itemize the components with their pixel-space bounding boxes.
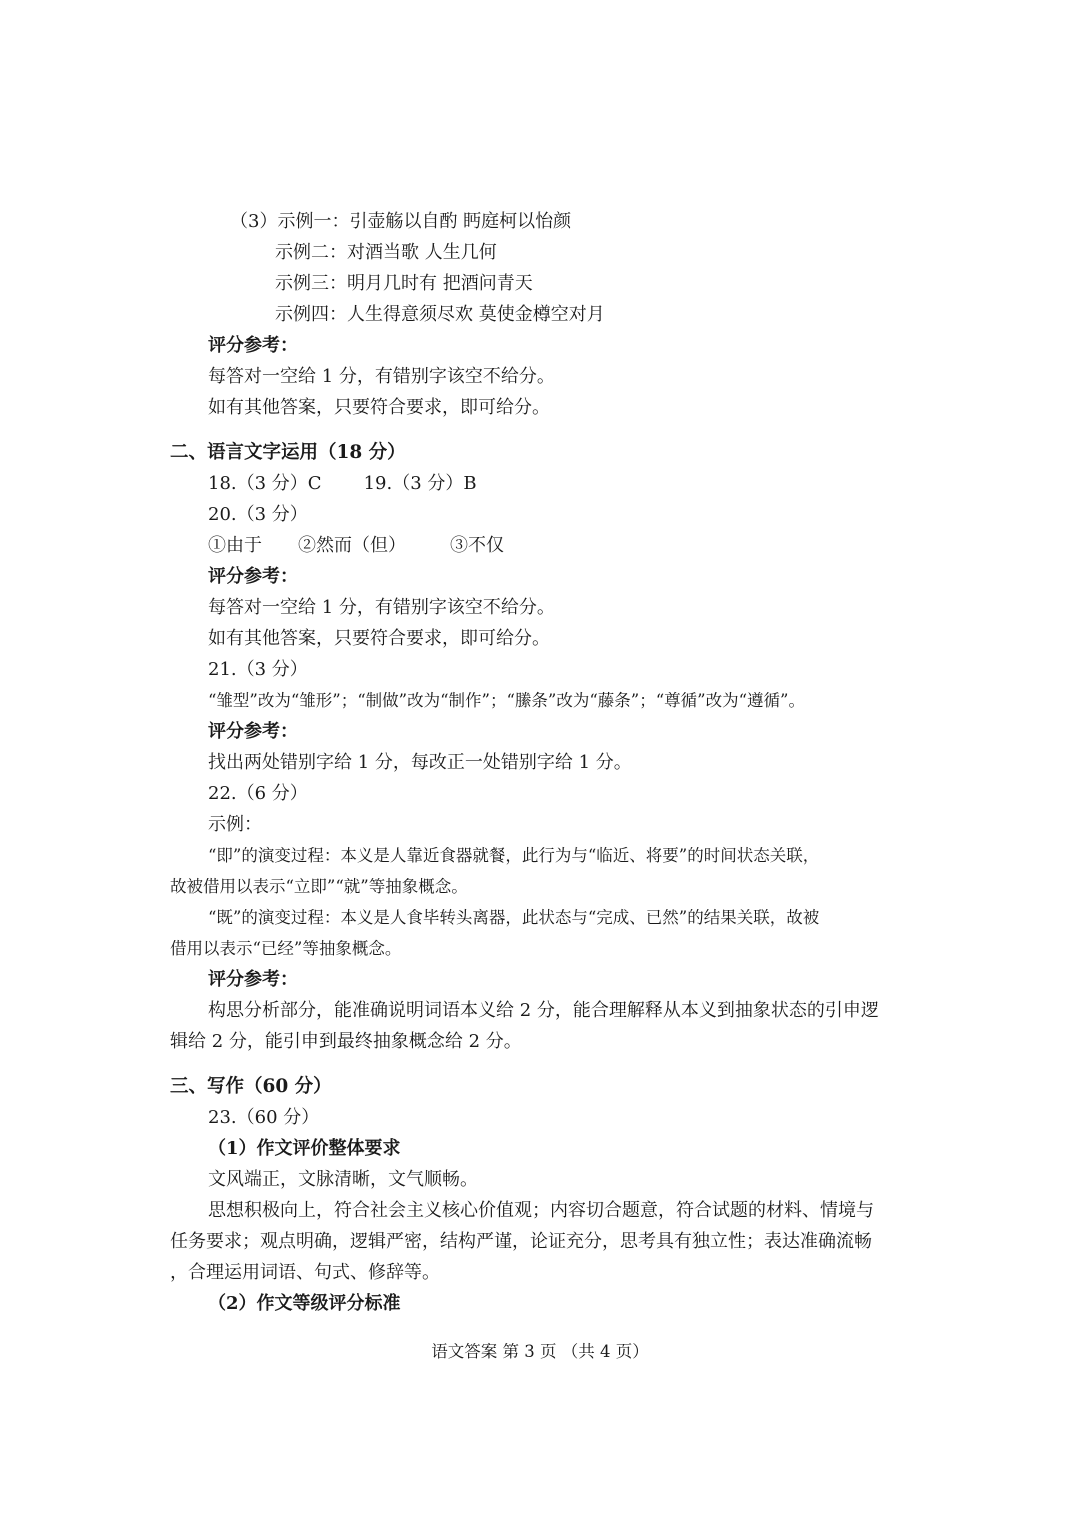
q21-grading-line-1: 找出两处错别字给 1 分，每改正一处错别字给 1 分。 bbox=[208, 752, 632, 773]
q17-3-ex4-text: 人生得意须尽欢 莫使金樽空对月 bbox=[347, 304, 605, 325]
q17-3-ex1-text: 引壶觞以自酌 眄庭柯以怡颜 bbox=[349, 211, 572, 232]
essay-requirements-line-1: 文风端正，文脉清晰，文气顺畅。 bbox=[208, 1169, 478, 1190]
essay-requirements-title: （1）作文评价整体要求 bbox=[208, 1138, 401, 1159]
q17-3-ex3-text: 明月几时有 把酒问青天 bbox=[347, 273, 533, 294]
q22-paragraph-2-line-1: “既”的演变过程：本义是人食毕转头离器，此状态与“完成、已然”的结果关联，故被 bbox=[208, 908, 820, 927]
essay-requirements-line-4: ，合理运用词语、句式、修辞等。 bbox=[170, 1262, 440, 1283]
q17-3-example-2 bbox=[275, 241, 497, 265]
q22-example-label: 示例： bbox=[208, 814, 262, 835]
q20-header: 20.（3 分） bbox=[208, 504, 308, 525]
page-footer: 语文答案 第 3 页 （共 4 页） bbox=[431, 1342, 649, 1361]
q20-answers bbox=[208, 534, 504, 558]
q17-grading-line-2: 如有其他答案，只要符合要求，即可给分。 bbox=[208, 397, 550, 418]
q20-answer-3: ③不仅 bbox=[450, 535, 504, 556]
essay-requirements-line-2: 思想积极向上，符合社会主义核心价值观；内容切合题意，符合试题的材料、情境与 bbox=[208, 1200, 874, 1221]
q22-grading-line-2: 辑给 2 分，能引申到最终抽象概念给 2 分。 bbox=[170, 1031, 522, 1052]
q21-header: 21.（3 分） bbox=[208, 659, 308, 680]
q17-3-example-3 bbox=[275, 272, 533, 296]
q22-header: 22.（6 分） bbox=[208, 783, 308, 804]
section-3-title: 三、写作（60 分） bbox=[170, 1076, 332, 1097]
q17-grading-line-1: 每答对一空给 1 分，有错别字该空不给分。 bbox=[208, 366, 555, 387]
q20-grading-title: 评分参考： bbox=[208, 566, 298, 587]
essay-grading-standard-title: （2）作文等级评分标准 bbox=[208, 1293, 401, 1314]
q17-3-ex4-label: 示例四： bbox=[275, 304, 347, 325]
q22-paragraph-1-line-1: “即”的演变过程：本义是人靠近食器就餐，此行为与“临近、将要”的时间状态关联， bbox=[208, 846, 820, 865]
q17-3-ex2-text: 对酒当歌 人生几何 bbox=[347, 242, 497, 263]
essay-requirements-line-3: 任务要求；观点明确，逻辑严密，结构严谨，论证充分，思考具有独立性；表达准确流畅 bbox=[170, 1231, 872, 1252]
q20-grading-line-2: 如有其他答案，只要符合要求，即可给分。 bbox=[208, 628, 550, 649]
q17-grading-title: 评分参考： bbox=[208, 335, 298, 356]
q17-3-ex3-label: 示例三： bbox=[275, 273, 347, 294]
q20-answer-2: ②然而（但） bbox=[298, 535, 406, 556]
q17-3-ex2-label: 示例二： bbox=[275, 242, 347, 263]
q22-grading-title: 评分参考： bbox=[208, 969, 298, 990]
q22-paragraph-2-line-2: 借用以表示“已经”等抽象概念。 bbox=[170, 939, 402, 958]
q17-3-example-4 bbox=[275, 303, 605, 327]
q18-answer: 18.（3 分）C bbox=[208, 473, 322, 494]
q18-q19-answers bbox=[208, 472, 477, 496]
q20-grading-line-1: 每答对一空给 1 分，有错别字该空不给分。 bbox=[208, 597, 555, 618]
section-2-title: 二、语言文字运用（18 分） bbox=[170, 442, 406, 463]
q21-grading-title: 评分参考： bbox=[208, 721, 298, 742]
q21-answer: “雏型”改为“雏形”；“制做”改为“制作”；“縢条”改为“藤条”；“尊循”改为“遵循”。 bbox=[208, 691, 805, 710]
q22-grading-line-1: 构思分析部分，能准确说明词语本义给 2 分，能合理解释从本义到抽象状态的引申逻 bbox=[208, 1000, 879, 1021]
q22-paragraph-1-line-2: 故被借用以表示“立即”“就”等抽象概念。 bbox=[170, 877, 468, 896]
q17-3-label: （3）示例一： bbox=[230, 211, 350, 232]
q23-header: 23.（60 分） bbox=[208, 1107, 320, 1128]
q17-3-example-1 bbox=[230, 210, 571, 234]
q20-answer-1: ①由于 bbox=[208, 535, 262, 556]
q19-answer: 19.（3 分）B bbox=[363, 473, 477, 494]
